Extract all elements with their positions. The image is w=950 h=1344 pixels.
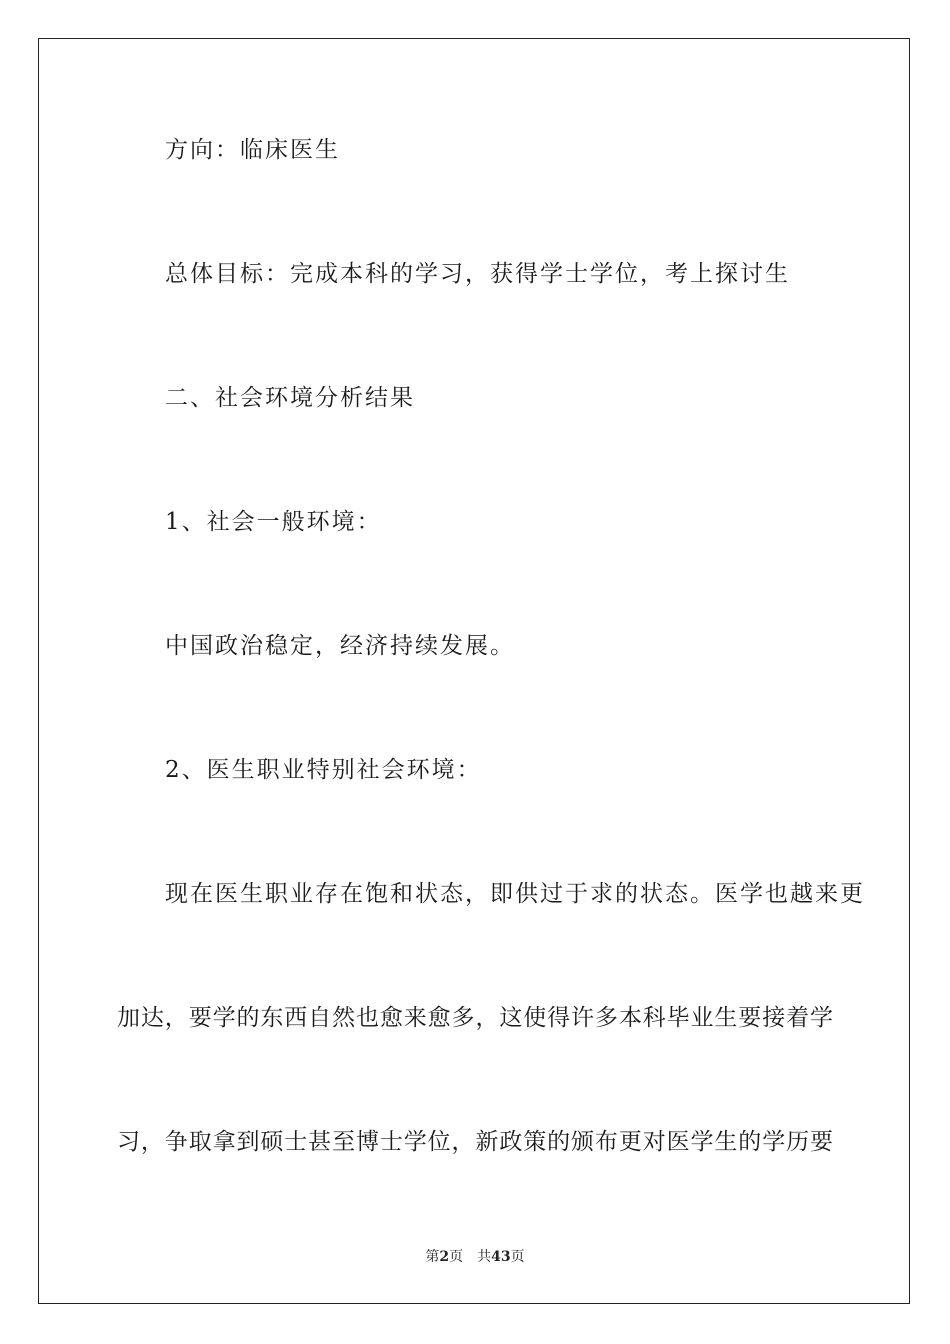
footer-page-number: 2 [439,1249,450,1265]
page-footer [0,1247,950,1267]
footer-total-pages: 43 [491,1249,511,1265]
footer-total-unit: 页 [510,1249,525,1265]
footer-total-prefix: 共 [477,1249,492,1265]
section-heading-social-environment: 二、社会环境分析结果 [165,385,415,411]
paragraph-line-3: 习，争取拿到硕士甚至博士学位，新政策的颁布更对医学生的学历要 [117,1129,833,1155]
subheading-doctor-environment: 2、医生职业特别社会环境： [165,757,482,783]
footer-page-prefix: 第 [425,1249,440,1265]
paragraph-line-2: 加达，要学的东西自然也愈来愈多，这使得许多本科毕业生要接着学 [117,1005,833,1031]
footer-page-unit: 页 [449,1249,464,1265]
paragraph-line-1: 现在医生职业存在饱和状态，即供过于求的状态。医学也越来更 [165,881,865,907]
page-border [38,38,910,1304]
text-line-china-stability: 中国政治稳定，经济持续发展。 [165,633,515,659]
text-line-overall-goal: 总体目标：完成本科的学习，获得学士学位，考上探讨生 [165,261,790,287]
subheading-general-environment: 1、社会一般环境： [165,509,382,535]
text-line-direction: 方向：临床医生 [165,137,340,163]
